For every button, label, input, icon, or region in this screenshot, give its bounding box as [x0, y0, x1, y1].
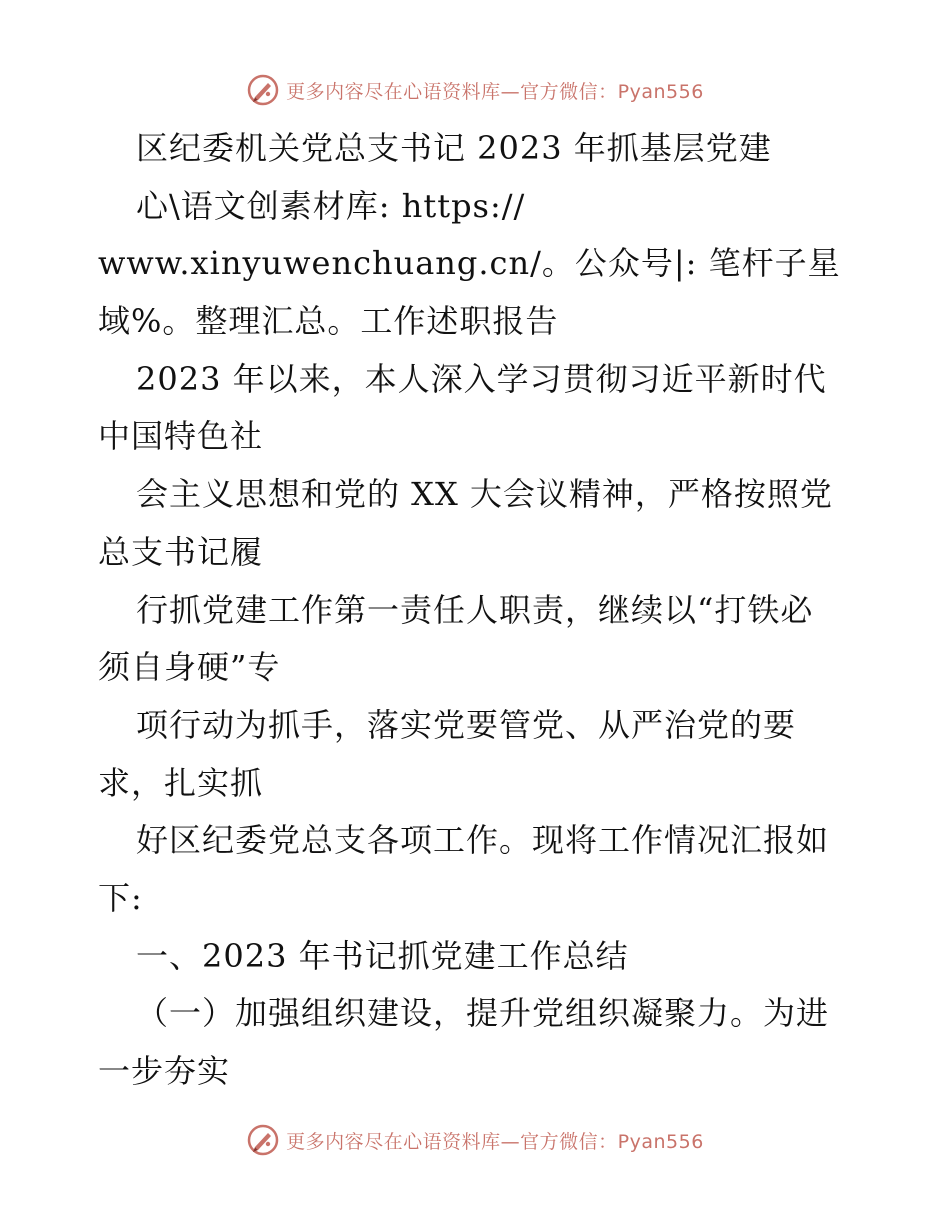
text-line: 会主义思想和党的 XX 大会议精神，严格按照党 — [136, 475, 833, 514]
watermark-text: 更多内容尽在心语资料库—官方微信：Pyan556 — [286, 1130, 704, 1153]
text-line: 下: — [98, 878, 143, 917]
header-watermark-banner — [0, 70, 950, 110]
watermark-text: 更多内容尽在心语资料库—官方微信：Pyan556 — [286, 80, 704, 103]
document-body — [98, 120, 858, 1101]
text-line: （一）加强组织建设，提升党组织凝聚力。为进 — [136, 994, 830, 1033]
text-line: 中国特色社 — [98, 417, 264, 456]
text-line: 心\语文创素材库: https:// — [136, 186, 526, 225]
text-line: www.xinyuwenchuang.cn/。公众号|: 笔杆子星 — [98, 244, 841, 283]
text-line: 求，扎实抓 — [98, 763, 264, 802]
text-line: 行抓党建工作第一责任人职责，继续以“打铁必 — [136, 590, 814, 629]
text-line: 须自身硬”专 — [98, 648, 281, 687]
text-line: 好区纪委党总支各项工作。现将工作情况汇报如 — [136, 821, 830, 860]
pen-seal-logo-icon — [246, 1123, 280, 1157]
text-line: 项行动为抓手，落实党要管党、从严治党的要 — [136, 705, 797, 744]
pen-seal-logo-icon — [246, 73, 280, 107]
footer-watermark-banner — [0, 1120, 950, 1160]
text-line: 域%。整理汇总。工作述职报告 — [98, 302, 559, 341]
text-line: 2023 年以来，本人深入学习贯彻习近平新时代 — [136, 359, 827, 398]
text-line: 区纪委机关党总支书记 2023 年抓基层党建 — [136, 129, 772, 167]
text-line: 一步夯实 — [98, 1052, 231, 1090]
text-line: 一、2023 年书记抓党建工作总结 — [136, 936, 629, 975]
text-line: 总支书记履 — [98, 532, 264, 571]
